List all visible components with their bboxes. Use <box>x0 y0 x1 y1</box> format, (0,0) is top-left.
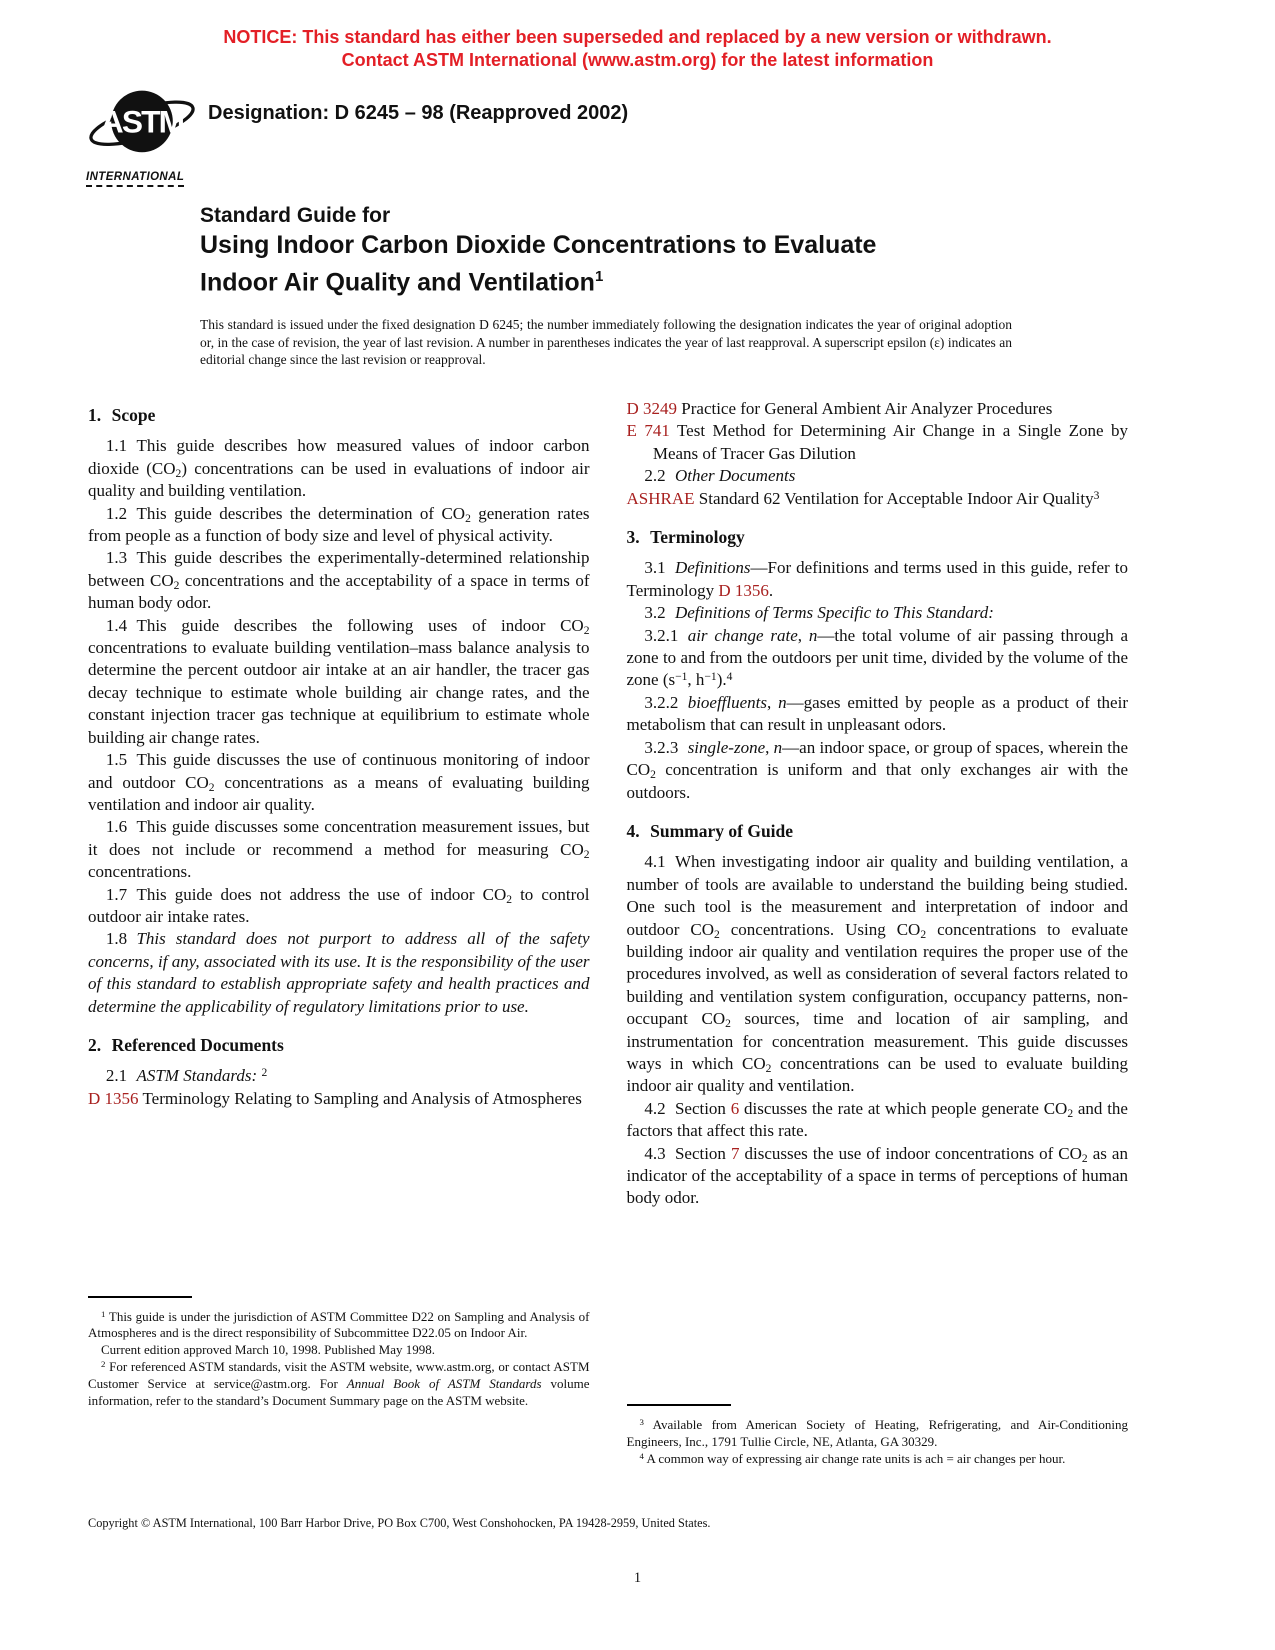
text-segment: ). <box>716 670 727 690</box>
footnote-separator <box>88 1296 192 1298</box>
footnote <box>627 1451 1129 1468</box>
text-segment: 3.2.3 <box>644 737 679 757</box>
standard-ref-link[interactable]: 7 <box>730 1143 740 1163</box>
right-column <box>627 398 1129 1468</box>
text-segment: , h <box>687 670 705 690</box>
paragraph <box>88 435 590 502</box>
text-segment: air change rate <box>687 625 798 645</box>
text-segment: Summary of Guide <box>650 820 794 841</box>
title-line-1: Using Indoor Carbon Dioxide Concentrations to Evaluate <box>200 231 877 259</box>
standard-ref-link[interactable]: D 1356 <box>718 580 769 600</box>
text-segment: discusses the use of indoor concentrations of CO <box>739 1143 1082 1163</box>
paragraph <box>627 1098 1129 1143</box>
reference-entry <box>627 488 1129 510</box>
section-heading <box>627 820 1129 842</box>
text-segment: 3 <box>639 1417 644 1428</box>
paragraph <box>88 615 590 749</box>
text-segment: Scope <box>111 405 156 425</box>
text-segment: 2 <box>465 511 471 525</box>
text-segment: 2. <box>88 1034 102 1055</box>
left-column <box>88 398 590 1410</box>
section-heading <box>627 526 1129 548</box>
text-segment: This guide describes how measured values of indoor carbon dioxide (CO <box>88 436 590 478</box>
text-segment: 2 <box>725 1017 731 1031</box>
text-segment: Test Method for Determining Air Change in a Single Zone by Means of Tracer Gas Dilution <box>652 421 1128 463</box>
footnote-separator <box>627 1404 731 1406</box>
paragraph <box>627 557 1129 602</box>
text-segment: 3.2.2 <box>644 692 679 712</box>
text-segment: 3.2 <box>644 603 666 623</box>
right-footnotes <box>627 1417 1129 1468</box>
standard-ref-link[interactable]: ASHRAE <box>626 488 695 508</box>
text-segment: 2 <box>261 1066 268 1080</box>
text-segment: single-zone <box>687 737 766 757</box>
text-segment: Standard 62 Ventilation for Acceptable Indoor Air Quality <box>694 488 1094 508</box>
paragraph <box>627 851 1129 1097</box>
text-segment: This guide describes the determination of CO <box>136 503 466 523</box>
text-segment: 2 <box>765 1061 772 1075</box>
text-segment: 3.1 <box>644 558 666 578</box>
text-segment: −1 <box>704 670 717 684</box>
issue-note: This standard is issued under the fixed designation D 6245; the number immediately following the designation indicates the year of original adoption or, in the case of revision, the year of last revision. A number in parentheses indicates the year of last reapproval. A superscript epsilon (ε) indicates an editorial change since the last revision or reapproval. <box>200 317 1012 368</box>
text-segment: This guide discusses the use of continuous monitoring of indoor and outdoor CO <box>88 750 590 792</box>
text-segment: This standard does not purport to address all of the safety concerns, if any, associated with its use. It is the responsibility of the user of this standard to establish appropriate safety and health practices and determine the applicability of regulatory limitations prior to use. <box>88 929 590 1016</box>
astm-logo <box>86 84 204 187</box>
text-segment: Other Documents <box>674 466 796 486</box>
paragraph <box>627 465 1129 487</box>
right-footnote-block <box>627 1404 1129 1468</box>
paragraph <box>88 547 590 614</box>
text-segment: 2 <box>173 578 180 592</box>
text-segment: This guide describes the following uses of indoor CO <box>136 615 584 635</box>
text-segment: Available from American Society of Heating, Refrigerating, and Air-Conditioning Engineers, Inc., 1791 Tullie Circle, NE, Atlanta, GA 30329. <box>626 1417 1128 1450</box>
text-segment: 2 <box>175 466 182 480</box>
footnote <box>88 1342 590 1359</box>
text-segment: n <box>773 737 783 757</box>
text-segment: A common way of expressing air change rate units is ach = air changes per hour. <box>643 1451 1066 1467</box>
text-segment: Definitions <box>674 558 751 578</box>
text-segment: 2 <box>101 1359 106 1370</box>
text-segment: ) concentrations can be used in evaluations of indoor air quality and building ventilation. <box>88 458 590 501</box>
title-footnote-ref: 1 <box>594 268 604 285</box>
text-segment: 4.1 <box>644 852 666 872</box>
text-segment: Definitions of Terms Specific to This Standard: <box>674 603 994 623</box>
text-segment: concentrations can be used to evaluate building indoor air quality and ventilation. <box>626 1053 1128 1096</box>
text-segment: ASTM Standards: <box>136 1066 258 1086</box>
text-segment: 2 <box>208 780 215 794</box>
text-segment: For referenced ASTM standards, visit the ASTM website, www.astm.org, or contact ASTM Customer Service at service@astm.org. For <box>88 1359 590 1392</box>
text-segment: 2 <box>1067 1106 1074 1120</box>
text-segment: 2.2 <box>644 466 666 486</box>
reference-entry <box>88 1088 590 1110</box>
text-segment: —For definitions and terms used in this guide, refer to Terminology <box>626 558 1128 600</box>
text-segment: 2 <box>1081 1151 1088 1165</box>
section-heading <box>88 404 590 426</box>
text-segment: concentrations as a means of evaluating building ventilation and indoor air quality. <box>88 772 590 814</box>
standard-ref-link[interactable]: E 741 <box>626 421 670 441</box>
text-segment: sources, time and location of air sampling, and instrumentation for concentration measurement. This guide discusses ways in which CO <box>626 1009 1128 1073</box>
text-segment: Practice for General Ambient Air Analyzer Procedures <box>677 399 1053 418</box>
text-segment: When investigating indoor air quality and building ventilation, a number of tools are available to understand the building being studied. One such tool is the measurement and interpretation of indoor and outdoor CO <box>626 852 1128 939</box>
text-segment: 4 <box>726 670 733 684</box>
text-segment: This guide describes the experimentally-determined relationship between CO <box>88 548 590 590</box>
text-segment: concentrations. Using CO <box>719 919 921 939</box>
paragraph <box>627 1143 1129 1210</box>
text-segment: −1 <box>675 670 688 684</box>
text-segment: n <box>808 625 818 645</box>
text-segment: This guide discusses some concentration measurement issues, but it does not include or recommend a method for measuring CO <box>88 817 590 859</box>
right-column-content <box>627 398 1129 1210</box>
text-segment: Section <box>674 1098 731 1118</box>
text-segment: 2 <box>583 847 590 861</box>
body-columns <box>88 398 1128 1468</box>
text-segment: —the total volume of air passing through a zone to and from the outdoors per unit time, divided by the volume of the zone (s <box>626 625 1128 690</box>
text-segment: , <box>767 692 779 712</box>
text-segment: to control outdoor air intake rates. <box>88 884 590 926</box>
text-segment: n <box>778 692 787 712</box>
page-number: 1 <box>633 1570 642 1586</box>
paragraph <box>88 749 590 816</box>
text-segment: , <box>765 737 774 757</box>
text-segment: 1.6 <box>105 817 128 837</box>
text-segment: 2 <box>650 767 656 781</box>
copyright-line: Copyright © ASTM International, 100 Barr Harbor Drive, PO Box C700, West Conshohocken, PA 19428-2959, United States. <box>88 1516 711 1530</box>
notice-line-1: NOTICE: This standard has either been superseded and replaced by a new version or withdrawn. <box>223 27 1052 47</box>
text-segment: 4.2 <box>644 1098 666 1118</box>
designation-text: Designation: D 6245 – 98 (Reapproved 2002) <box>208 102 629 124</box>
text-segment: 1.1 <box>105 436 128 456</box>
text-segment: concentrations to evaluate building ventilation–mass balance analysis to determine the percent outdoor air intake at an air handler, the tracer gas decay technique to estimate whole building air change rates, and the constant injection tracer gas technique at equilibrium to estimate whole building air change rates. <box>88 638 590 747</box>
text-segment: 1.7 <box>105 884 128 904</box>
text-segment: 3. <box>626 527 640 548</box>
text-segment: 2.1 <box>105 1066 128 1086</box>
text-segment: This guide is under the jurisdiction of ASTM Committee D22 on Sampling and Analysis of Atmospheres and is the direct responsibility of Subcommittee D22.05 on Indoor Air. <box>88 1308 590 1341</box>
text-segment: 1.4 <box>105 615 128 635</box>
reference-entry <box>627 398 1129 420</box>
text-segment: Section <box>674 1143 731 1163</box>
paragraph <box>627 737 1129 804</box>
text-segment: Terminology <box>650 527 745 548</box>
text-segment: This guide does not address the use of indoor CO <box>136 884 507 904</box>
paragraph <box>88 884 590 929</box>
text-segment: concentration is uniform and that only exchanges air with the outdoors. <box>626 760 1128 802</box>
paragraph <box>627 602 1129 624</box>
text-segment: 4.3 <box>644 1143 666 1163</box>
text-segment: volume information, refer to the standard’s Document Summary page on the ASTM website. <box>88 1376 590 1409</box>
text-segment: concentrations. <box>88 862 192 882</box>
svg-text:ASTM: ASTM <box>100 103 184 140</box>
notice-line-2: Contact ASTM International (www.astm.org) for the latest information <box>341 50 934 70</box>
standard-ref-link[interactable]: D 1356 <box>88 1088 139 1108</box>
standard-ref-link[interactable]: 6 <box>730 1098 740 1118</box>
left-footnote-block <box>88 1296 590 1410</box>
text-segment: —an indoor space, or group of spaces, wherein the CO <box>626 737 1129 780</box>
footnote <box>627 1417 1129 1451</box>
text-segment: 1.5 <box>105 750 128 770</box>
text-segment: 2 <box>920 927 927 941</box>
standard-ref-link[interactable]: D 3249 <box>626 399 678 418</box>
section-heading <box>88 1034 590 1056</box>
text-segment: 4 <box>639 1451 644 1462</box>
text-segment: bioeffluents <box>687 692 768 712</box>
paragraph <box>88 503 590 548</box>
title-kicker: Standard Guide for <box>200 204 391 227</box>
text-segment: 2 <box>506 892 513 906</box>
astm-globe-icon <box>86 84 198 170</box>
text-segment: discusses the rate at which people generate CO <box>739 1098 1068 1118</box>
text-segment: Current edition approved March 10, 1998. Published May 1998. <box>101 1342 435 1358</box>
left-footnotes <box>88 1309 590 1410</box>
text-segment: 1.3 <box>105 548 128 568</box>
logo-international-label: INTERNATIONAL <box>86 171 184 187</box>
text-segment: . <box>768 580 774 600</box>
text-segment: concentrations and the acceptability of a space in terms of human body odor. <box>88 570 590 613</box>
paragraph <box>627 692 1129 737</box>
reference-entry <box>627 420 1129 465</box>
text-segment: 1.2 <box>105 503 128 523</box>
text-segment: Terminology Relating to Sampling and Analysis of Atmospheres <box>138 1088 582 1108</box>
text-segment: generation rates from people as a function of body size and level of physical activity. <box>88 503 590 546</box>
document-title <box>200 203 876 298</box>
footnote <box>88 1359 590 1410</box>
text-segment: 1 <box>101 1308 106 1319</box>
text-segment: —gases emitted by people as a product of their metabolism that can result in unpleasant odors. <box>626 692 1128 735</box>
text-segment: , <box>797 625 809 645</box>
text-segment: 4. <box>626 820 640 841</box>
paragraph <box>627 625 1129 692</box>
text-segment: as an indicator of the acceptability of a space in terms of perceptions of human body odor. <box>626 1143 1128 1208</box>
text-segment: Annual Book of ASTM Standards <box>346 1376 542 1392</box>
text-segment: 3 <box>1093 488 1100 502</box>
title-line-2: Indoor Air Quality and Ventilation$^1$ <box>200 268 604 297</box>
text-segment: 1.8 <box>105 929 128 949</box>
text-segment: concentrations to evaluate building indoor air quality and ventilation requires the proper use of the procedures involved, as well as consideration of several factors related to building and ventilation system configuration, occupancy patterns, non-occupant CO <box>626 919 1129 1029</box>
text-segment: 3.2.1 <box>644 625 679 645</box>
paragraph <box>88 1065 590 1087</box>
text-segment: 2 <box>713 927 720 941</box>
paragraph <box>88 816 590 883</box>
notice-banner <box>0 26 1275 72</box>
left-column-content <box>88 398 590 1110</box>
footnote <box>88 1309 590 1343</box>
text-segment: 2 <box>583 623 590 637</box>
paragraph <box>88 928 590 1018</box>
text-segment: 1. <box>88 405 102 425</box>
text-segment: and the factors that affect this rate. <box>626 1098 1128 1141</box>
text-segment: Referenced Documents <box>111 1034 284 1055</box>
